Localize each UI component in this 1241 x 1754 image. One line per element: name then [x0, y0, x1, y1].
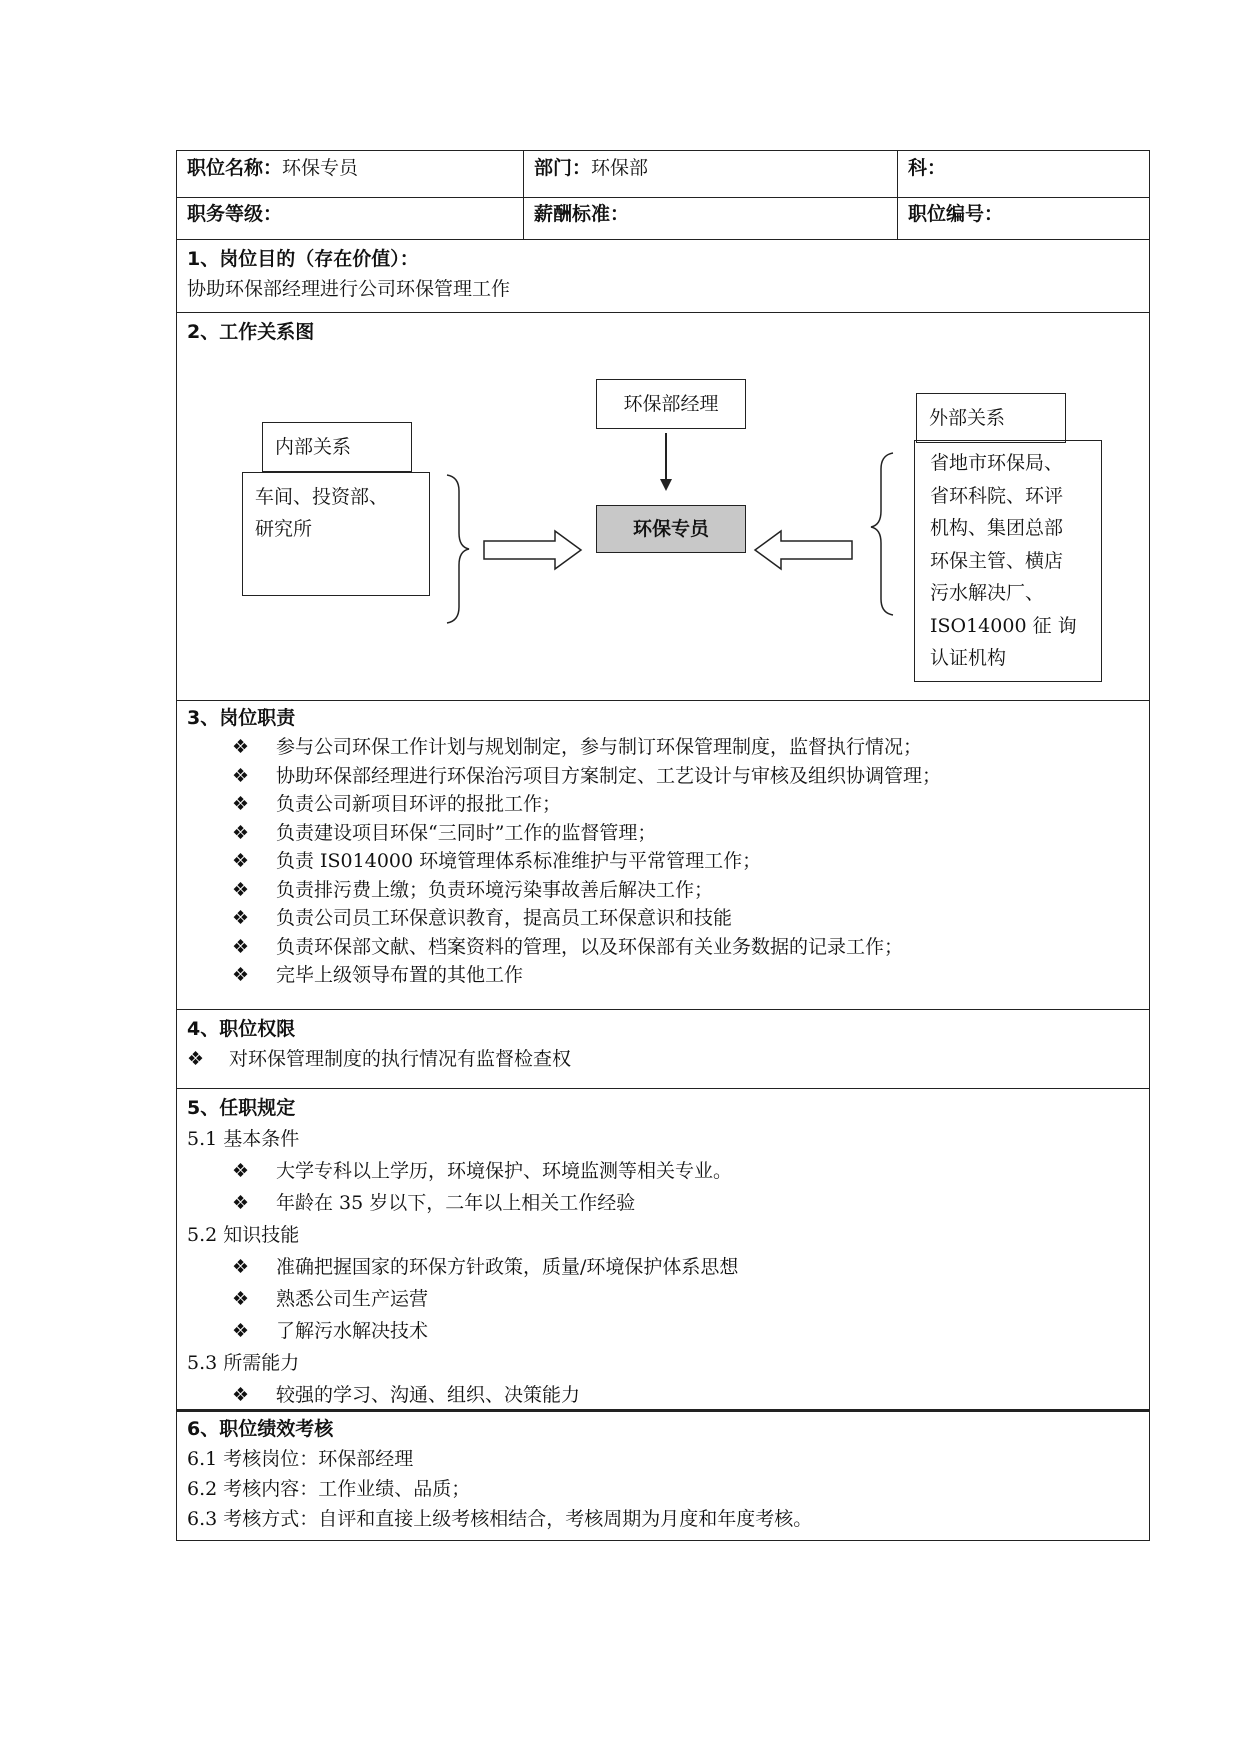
internal-line-2: 研究所 [255, 518, 313, 540]
requirement-item [187, 1315, 1139, 1347]
duty-item [187, 933, 1139, 962]
manager-box [596, 379, 746, 429]
dept-label: 部门： [534, 157, 592, 179]
performance-title: 6、职位绩效考核 [187, 1418, 334, 1440]
right-hollow-arrow [755, 531, 852, 569]
bullet-mark: ❖ [232, 1192, 250, 1214]
bullet-mark: ❖ [232, 1288, 250, 1310]
requirement-group-label: 5.3 所需能力 [187, 1352, 300, 1374]
performance-line: 6.2 考核内容：工作业绩、品质； [187, 1478, 471, 1500]
left-brace [447, 475, 469, 623]
requirement-text: 准确把握国家的环保方针政策，质量/环境保护体系思想 [276, 1256, 739, 1278]
relations-title: 2、工作关系图 [187, 321, 315, 343]
duties-title: 3、岗位职责 [187, 707, 296, 729]
requirements-title: 5、任职规定 [187, 1097, 296, 1119]
job-description-table [176, 150, 1150, 1541]
requirement-item [187, 1187, 1139, 1219]
requirement-text: 较强的学习、沟通、组织、决策能力 [276, 1384, 581, 1406]
code-label: 职位编号： [908, 203, 1004, 225]
external-box [914, 440, 1102, 682]
requirement-text: 年龄在 35 岁以下，二年以上相关工作经验 [276, 1192, 636, 1214]
duty-text: 协助环保部经理进行环保治污项目方案制定、工艺设计与审核及组织协调管理； [276, 764, 942, 787]
internal-line-1: 车间、投资部、 [255, 486, 389, 508]
section-authority [176, 1010, 1150, 1089]
bullet-mark: ❖ [232, 736, 250, 758]
external-line-1: 省地市环保局、 [930, 452, 1064, 474]
internal-label-box [262, 422, 412, 472]
bullet-mark: ❖ [232, 793, 250, 815]
center-box [596, 505, 746, 553]
requirement-group-label: 5.1 基本条件 [187, 1128, 300, 1150]
duty-text: 负责排污费上缴；负责环境污染事故善后解决工作； [276, 878, 714, 901]
external-line-5: 污水解决厂、 [930, 582, 1045, 604]
requirement-text: 大学专科以上学历，环境保护、环境监测等相关专业。 [276, 1160, 733, 1182]
right-brace [871, 453, 893, 615]
bullet-mark: ❖ [232, 964, 250, 986]
performance-line: 6.3 考核方式：自评和直接上级考核相结合，考核周期为月度和年度考核。 [187, 1508, 813, 1530]
duty-item [187, 961, 1139, 990]
external-line-4: 环保主管、横店 [930, 549, 1064, 572]
section-duties [176, 701, 1150, 1010]
position-value: 环保专员 [282, 157, 359, 179]
external-label-box [916, 393, 1066, 443]
authority-text: 对环保管理制度的执行情况有监督检查权 [229, 1048, 572, 1070]
duty-text: 参与公司环保工作计划与规划制定，参与制订环保管理制度，监督执行情况； [276, 736, 923, 758]
bullet-mark: ❖ [232, 1384, 250, 1406]
header-row-2 [176, 197, 1150, 240]
requirement-group-label: 5.2 知识技能 [187, 1224, 300, 1246]
dept-cell [524, 150, 898, 198]
manager-arrow-head [660, 479, 672, 491]
manager-label: 环保部经理 [623, 393, 719, 415]
dept-value: 环保部 [591, 157, 649, 179]
bullet-mark: ❖ [232, 764, 250, 787]
bullet-mark: ❖ [232, 850, 250, 872]
center-label: 环保专员 [632, 518, 709, 540]
grade-label: 职务等级： [187, 203, 283, 225]
duty-item [187, 819, 1139, 848]
salary-cell [524, 197, 898, 240]
external-label: 外部关系 [929, 407, 1006, 429]
bullet-mark: ❖ [232, 878, 250, 901]
duty-text: 完毕上级领导布置的其他工作 [276, 964, 524, 986]
duty-item [187, 847, 1139, 876]
performance-line: 6.1 考核岗位：环保部经理 [187, 1448, 414, 1470]
bullet-mark: ❖ [232, 1320, 250, 1342]
duty-text: 负责建设项目环保“三同时”工作的监督管理； [276, 821, 657, 844]
requirement-item [187, 1283, 1139, 1315]
requirement-item [187, 1379, 1139, 1411]
purpose-title: 1、岗位目的（存在价值）： [187, 248, 419, 270]
bullet-mark: ❖ [232, 821, 250, 844]
section-performance [176, 1410, 1150, 1541]
duty-text: 负责公司员工环保意识教育，提高员工环保意识和技能 [276, 907, 733, 929]
duty-item [187, 762, 1139, 791]
section-requirements [176, 1089, 1150, 1410]
internal-box [242, 472, 430, 596]
requirement-item [187, 1251, 1139, 1283]
authority-title: 4、职位权限 [187, 1018, 296, 1040]
duty-text: 负责公司新项目环评的报批工作； [276, 793, 562, 815]
internal-label: 内部关系 [275, 436, 352, 458]
salary-label: 薪酬标准： [534, 203, 630, 225]
bullet-mark: ❖ [187, 1048, 205, 1070]
bullet-mark: ❖ [232, 1256, 250, 1278]
requirement-text: 了解污水解决技术 [276, 1320, 429, 1342]
position-cell [176, 150, 524, 198]
external-line-7: 认证机构 [930, 647, 1007, 669]
duty-text: 负责环保部文献、档案资料的管理，以及环保部有关业务数据的记录工作； [276, 935, 904, 958]
requirement-text: 熟悉公司生产运营 [276, 1288, 429, 1310]
code-cell [898, 197, 1150, 240]
section-relations [176, 313, 1150, 701]
authority-item [187, 1044, 1139, 1074]
section-cell [898, 150, 1150, 198]
purpose-text: 协助环保部经理进行公司环保管理工作 [187, 278, 511, 300]
external-line-6: ISO14000 征 询 [930, 614, 1077, 637]
external-line-2: 省环科院、环评 [930, 484, 1064, 507]
duty-item [187, 733, 1139, 762]
duty-item [187, 790, 1139, 819]
bullet-mark: ❖ [232, 907, 250, 929]
bullet-mark: ❖ [232, 935, 250, 958]
section-purpose [176, 240, 1150, 313]
left-hollow-arrow [484, 531, 581, 569]
duty-item [187, 876, 1139, 905]
external-line-3: 机构、集团总部 [930, 517, 1064, 539]
header-row-1 [176, 150, 1150, 198]
grade-cell [176, 197, 524, 240]
requirement-item [187, 1155, 1139, 1187]
duty-item [187, 904, 1139, 933]
section-label: 科： [908, 157, 947, 179]
bullet-mark: ❖ [232, 1160, 250, 1182]
position-label: 职位名称： [187, 157, 283, 179]
duty-text: 负责 IS014000 环境管理体系标准维护与平常管理工作； [276, 850, 762, 872]
